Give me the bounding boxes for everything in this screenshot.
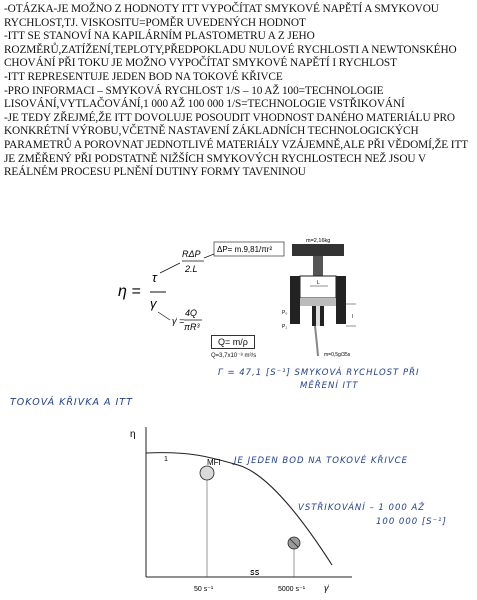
x-tick-label: 50 s⁻¹ [194,586,214,593]
paragraph: -ITT REPRESENTUJE JEDEN BOD NA TOKOVÉ KŘIVCE [4,70,283,83]
svg-text:γ̇ =: γ̇ = [172,316,185,326]
flow-rate [211,335,256,359]
flow-value: Q=3,7x10⁻⁸ m³/s [211,353,257,359]
p0-label: P₀ [282,310,288,316]
paragraph: -ITT SE STANOVÍ NA KAPILÁRNÍM PLASTOMETRU A Z JEHO ROZMĚRŮ,ZATÍŽENÍ,TEPLOTY,PŘEDPOKLADU NULOVÉ RYCHLOSTI A NEWTONSKÉHO CHOVÁNÍ PŘI TOKU JE MOŽNO VYPOČÍTAT SMYKOVÉ NAPĚTÍ I RYCHLOST [4,30,457,70]
delta-p-formula: ΔP= m.9,81/πr² [217,245,273,254]
length-label: L [317,280,320,286]
flow-curve-chart [110,415,470,600]
paragraph: -JE TEDY ZŘEJMÉ,ŽE ITT DOVOLUJE POSOUDIT VHODNOST DANÉHO MATERIÁLU PRO KONKRÉTNÍ VÝROBU,VČETNĚ NASTAVENÍ ZÁKLADNÍCH TECHNOLOGICKÝCH PARAMETRŮ A POROVNAT JEDNOTLIVÉ MATERIÁLY VZÁJEMNĚ,ALE PŘI VĚDOMÍ,ŽE ITT JE ZMĚŘENÝ PŘI PODSTATNĚ NIŽŠÍCH SMYKOVÝCH RYCHLOSTECH NEŽ JSOU V REÁLNÉM PROCESU PLNĚNÍ DUTINY FORMY TAVENINOU [4,111,468,179]
gamma-denominator: πR³ [184,322,200,332]
curve-label: 1 [164,456,168,463]
injection-note-2: 100 000 [S⁻¹] [376,517,447,527]
chart-title: TOKOVÁ KŘIVKA A ITT [10,397,133,408]
melt-strand [315,326,318,356]
flow-formula: Q= m/ρ [211,335,255,349]
arrow-gamma [158,312,170,320]
chart-point-label: MFI [207,458,221,467]
mass-label: m=2,16kg [306,238,331,244]
tau-denominator: 2.L [185,264,198,274]
text-block [4,3,472,180]
svg-text:l: l [352,314,354,320]
tau-symbol: τ [152,270,157,285]
gamma-note: Γ = 47,1 [S⁻¹] SMYKOVÁ RYCHLOST PŘI [218,368,420,378]
chart-point-mfi [200,466,214,480]
gamma-symbol: γ [150,296,157,311]
paragraph: -PRO INFORMACI – SMYKOVÁ RYCHLOST 1/S – 10 AŽ 100=TECHNOLOGIE LISOVÁNÍ,VYTLAČOVÁNÍ,1 000 AŽ 100 000 1/S=TECHNOLOGIE VSTŘIKOVÁNÍ [4,84,405,111]
x-tick-label: 5000 s⁻¹ [278,586,306,593]
axis-break: ꜱꜱ [250,567,260,577]
outflow-label: m=0,5g/35s [324,352,351,358]
gamma-numerator: 4Q [185,308,198,318]
x-axis-label: γ̇ [324,583,329,593]
paragraph: -OTÁZKA-JE MOŽNO Z HODNOTY ITT VYPOČÍTAT SMYKOVÉ NAPĚTÍ A SMYKOVOU RYCHLOST,TJ. VISKOSITU=POMĚR UVEDENÝCH HODNOT [4,3,439,29]
gamma-note-2: MĚŘENÍ ITT [300,381,359,391]
mfi-note: JE JEDEN BOD NA TOKOVÉ KŘIVCE [234,456,408,466]
flow-curve-line [146,453,332,565]
plastometer-diagram [282,234,362,364]
p1-label: P₁ [282,324,288,330]
y-axis-label: η [130,429,136,440]
arrow-tau [160,263,180,273]
tau-numerator: RΔP [182,249,201,259]
eta-symbol: η = [118,283,141,300]
weight-block [292,244,344,256]
injection-note: VSTŘIKOVÁNÍ – 1 000 AŽ [298,503,426,513]
